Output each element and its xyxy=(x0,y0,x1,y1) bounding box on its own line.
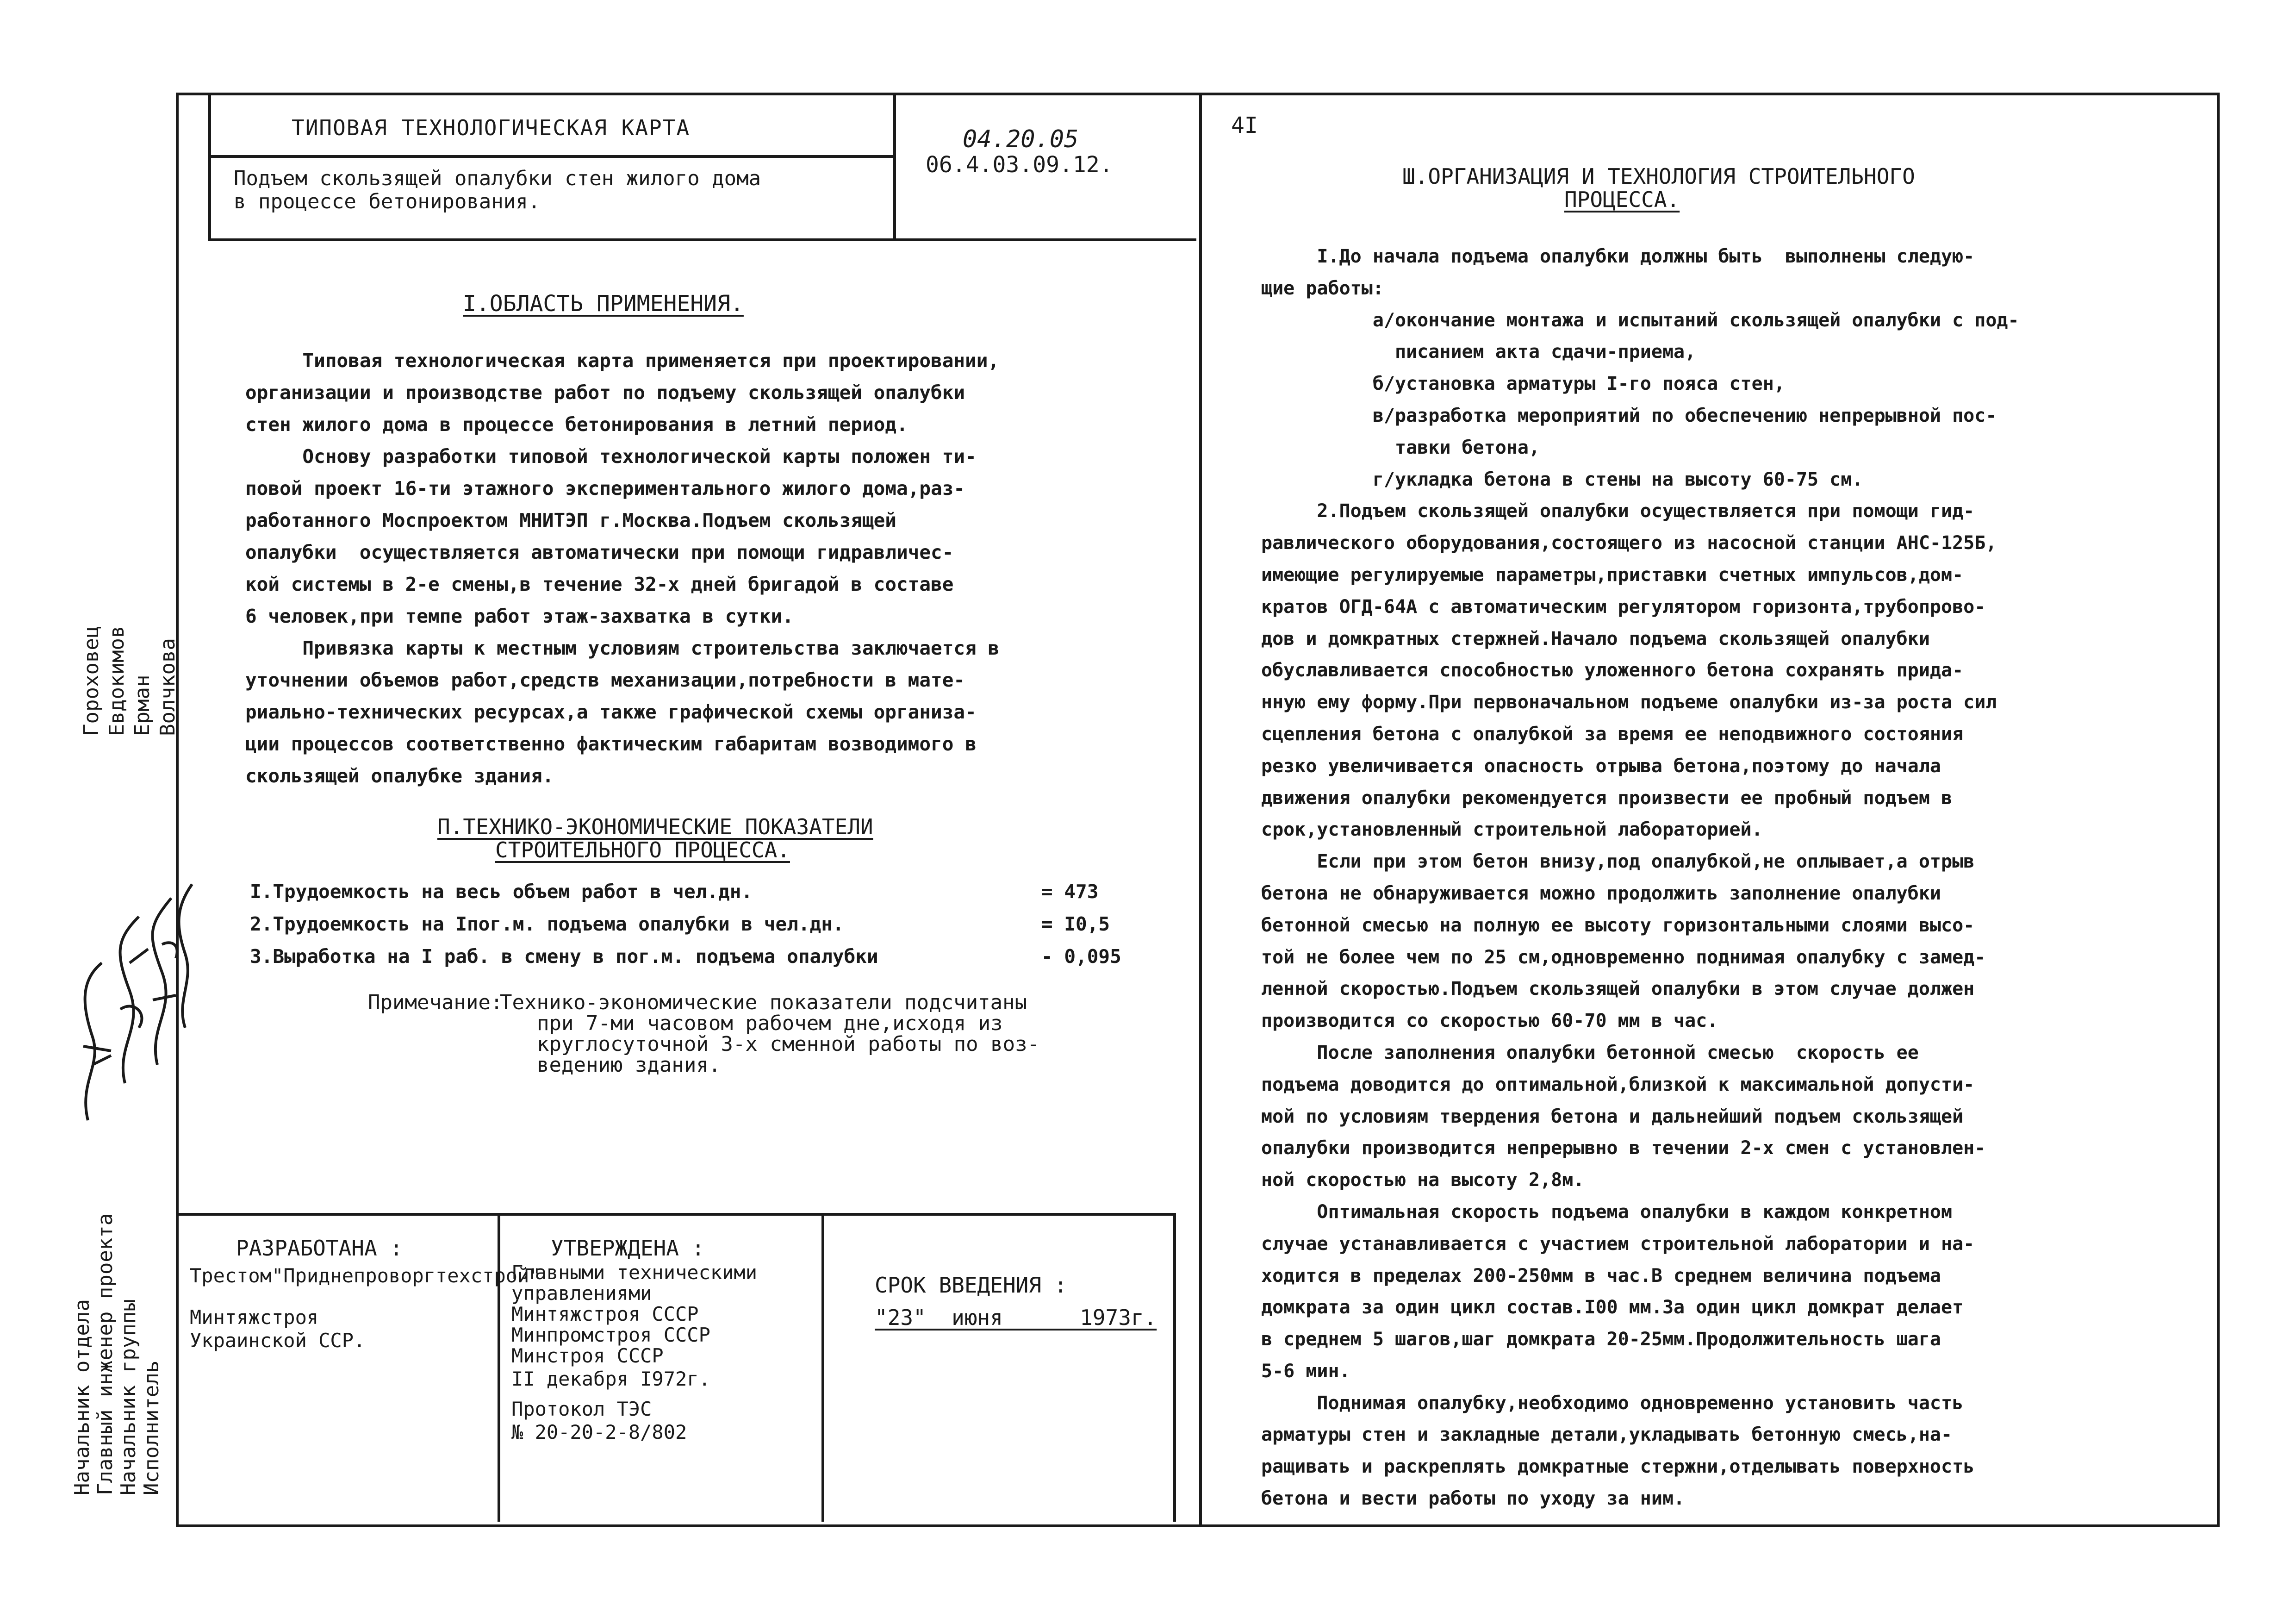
approved-line-8: № 20-20-2-8/802 xyxy=(511,1421,687,1443)
approved-title: УТВЕРЖДЕНА : xyxy=(551,1236,705,1261)
signature-name-4: Волчкова xyxy=(156,638,180,736)
effective-date: "23" июня 1973г. xyxy=(875,1305,1157,1330)
signature-name-1: Гороховец xyxy=(80,625,103,736)
indicator-2-value: = I0,5 xyxy=(1041,913,1110,935)
section3-title-line-1: Ш.ОРГАНИЗАЦИЯ И ТЕХНОЛОГИЯ СТРОИТЕЛЬНОГО xyxy=(1402,164,1915,189)
footer-top-line xyxy=(176,1213,1173,1216)
approved-line-5: Минстроя СССР xyxy=(511,1344,664,1367)
effective-title: СРОК ВВЕДЕНИЯ : xyxy=(875,1273,1067,1298)
indicator-1-label: I.Трудоемкость на весь объем работ в чел.дн. xyxy=(250,881,753,903)
header-code-divider xyxy=(893,93,896,241)
indicator-3-value: - 0,095 xyxy=(1041,945,1121,968)
approved-line-1: Главными техническими xyxy=(511,1261,758,1284)
developed-line-1: Трестом"Приднепроворгтехстрой" xyxy=(190,1264,541,1287)
note-line-4: ведению здания. xyxy=(537,1053,721,1077)
approved-line-4: Минпромстроя СССР xyxy=(511,1324,710,1346)
signature-name-3: Ерман xyxy=(131,675,154,736)
role-4: Исполнитель xyxy=(140,1360,163,1495)
indicator-1-value: = 473 xyxy=(1041,881,1099,903)
developed-line-3: Украинской ССР. xyxy=(190,1329,366,1352)
indicator-3-label: 3.Выработка на I раб. в смену в пог.м. подъема опалубки xyxy=(250,945,878,968)
section3-text: I.До начала подъема опалубки должны быть выполнены следую- щие работы: а/окончание монтажа и испытаний скользящей опалубки с под- писанием акта сдачи-приема, б/установка арматуры I-го пояса стен, в/разработка мероприятий по обеспечению непрерывной пос- тавки бетона, г/укладка бетона в стены на высоту 60-75 см. 2.Подъем скользящей опалубки осуществляется при помощи гид- равлического оборудования,состоящего из насосной станции АНС-125Б, имеющие регулируемые параметры,приставки счетных импульсов,дом- кратов ОГД-64А с автоматическим регулятором горизонта,трубопрово- дов и домкратных стержней.Начало подъема скользящей опалубки обуславливается способностью уложенного бетона сохранять прида- нную ему форму.При первоначальном подъеме опалубки из-за роста сил сцепления бетона с опалубкой за время ее неподвижного состояния резко увеличивается опасность отрыва бетона,поэтому до начала движения опалубки рекомендуется произвести ее пробный подъем в срок,установленный строительной лабораторией. Если при этом бетон внизу,под опалубкой,не оплывает,а отрыв бетона не обнаруживается можно продолжить заполнение опалубки бетонной смесью на полную ее высоту горизонтальными слоями высо- той не более чем по 25 см,одновременно поднимая опалубку с замед- ленной скоростью.Подъем скользящей опалубки в этом случае должен производится со скоростью 60-70 мм в час. После заполнения опалубки бетонной смесью скорость ее подъема доводится до оптимальной,близкой к максимальной допусти- мой по условиям твердения бетона и дальнейший подъем скользящей опалубки производится непрерывно в течении 2-х смен с установлен- ной скоростью на высоту 2,8м. Оптимальная скорость подъема опалубки в каждом конкретном случае устанавливается с участием строительной лаборатории и на- ходится в пределах 200-250мм в час.В среднем величина подъема домкрата за один цикл состав.I00 мм.За один цикл домкрат делает в среднем 5 шагов,шаг домкрата 20-25мм.Продолжительность шага 5-6 мин. Поднимая опалубку,необходимо одновременно установить часть арматуры стен и закладные детали,укладывать бетонную смесь,на- ращивать и раскреплять домкратные стержни,отделывать поверхность бетона и вести работы по уходу за ним. xyxy=(1261,246,2019,1510)
card-code-typed: 06.4.03.09.12. xyxy=(926,152,1113,178)
note-label: Примечание: xyxy=(368,991,503,1014)
card-subject-line-1: Подъем скользящей опалубки стен жилого дома xyxy=(234,167,761,190)
note-line-1: Технико-экономические показатели подсчитаны xyxy=(500,991,1027,1014)
note-line-2: при 7-ми часовом рабочем дне,исходя из xyxy=(537,1012,1003,1035)
page-number: 4I xyxy=(1231,112,1258,138)
indicator-2-label: 2.Трудоемкость на Iпог.м. подъема опалубки в чел.дн. xyxy=(250,913,844,935)
approved-line-2: управлениями xyxy=(511,1282,652,1305)
role-1: Начальник отдела xyxy=(70,1299,94,1495)
section2-title-line-2: СТРОИТЕЛЬНОГО ПРОЦЕССА. xyxy=(495,837,790,862)
note-line-3: круглосуточной 3-х сменной работы по воз- xyxy=(537,1032,1040,1056)
section1-title: I.ОБЛАСТЬ ПРИМЕНЕНИЯ. xyxy=(463,291,744,317)
signature-name-2: Евдокимов xyxy=(105,625,129,736)
approved-line-3: Минтяжстроя СССР xyxy=(511,1303,699,1325)
section3-title-line-2: ПРОЦЕССА. xyxy=(1564,187,1680,212)
approved-line-6: II декабря I972г. xyxy=(511,1368,710,1390)
card-type-title: ТИПОВАЯ ТЕХНОЛОГИЧЕСКАЯ КАРТА xyxy=(292,115,691,140)
footer-divider-1 xyxy=(498,1213,500,1522)
header-left-inner-border xyxy=(208,93,211,241)
footer-divider-2 xyxy=(821,1213,824,1522)
developed-title: РАЗРАБОТАНА : xyxy=(236,1236,403,1261)
section1-text: Типовая технологическая карта применяется при проектировании, организации и производстве работ по подъему скользящей опалубки стен жилого дома в процессе бетонирования в летний период. Основу разработки типовой технологической карты положен ти- повой проект 16-ти этажного экспериментального жилого дома,раз- работанного Моспроектом МНИТЭП г.Москва.Подъем скользящей опалубки осуществляется автоматически при помощи гидравличес- кой системы в 2-е смены,в течение 32-х дней бригадой в составе 6 человек,при темпе работ этаж-захватка в сутки. Привязка карты к местным условиям строительства заключается в уточнении объемов работ,средств механизации,потребности в мате- риально-технических ресурсах,а также графической схемы организа- ции процессов соответственно фактическим габаритам возводимого в скользящей опалубке здания. xyxy=(245,350,1000,787)
section2-title-line-1: П.ТЕХНИКО-ЭКОНОМИЧЕСКИЕ ПОКАЗАТЕЛИ xyxy=(437,814,873,839)
header-bottom-line xyxy=(208,238,1196,241)
handwritten-signatures xyxy=(60,787,199,1139)
developed-line-2: Минтяжстроя xyxy=(190,1306,319,1329)
footer-right-border xyxy=(1173,1213,1176,1522)
role-2: Главный инженер проекта xyxy=(93,1213,117,1495)
card-subject-line-2: в процессе бетонирования. xyxy=(234,190,541,213)
role-3: Начальник группы xyxy=(117,1299,140,1495)
card-code-handwritten: 04.20.05 xyxy=(963,125,1079,153)
header-mid-line xyxy=(208,155,893,158)
approved-line-7: Протокол ТЭС xyxy=(511,1398,652,1420)
